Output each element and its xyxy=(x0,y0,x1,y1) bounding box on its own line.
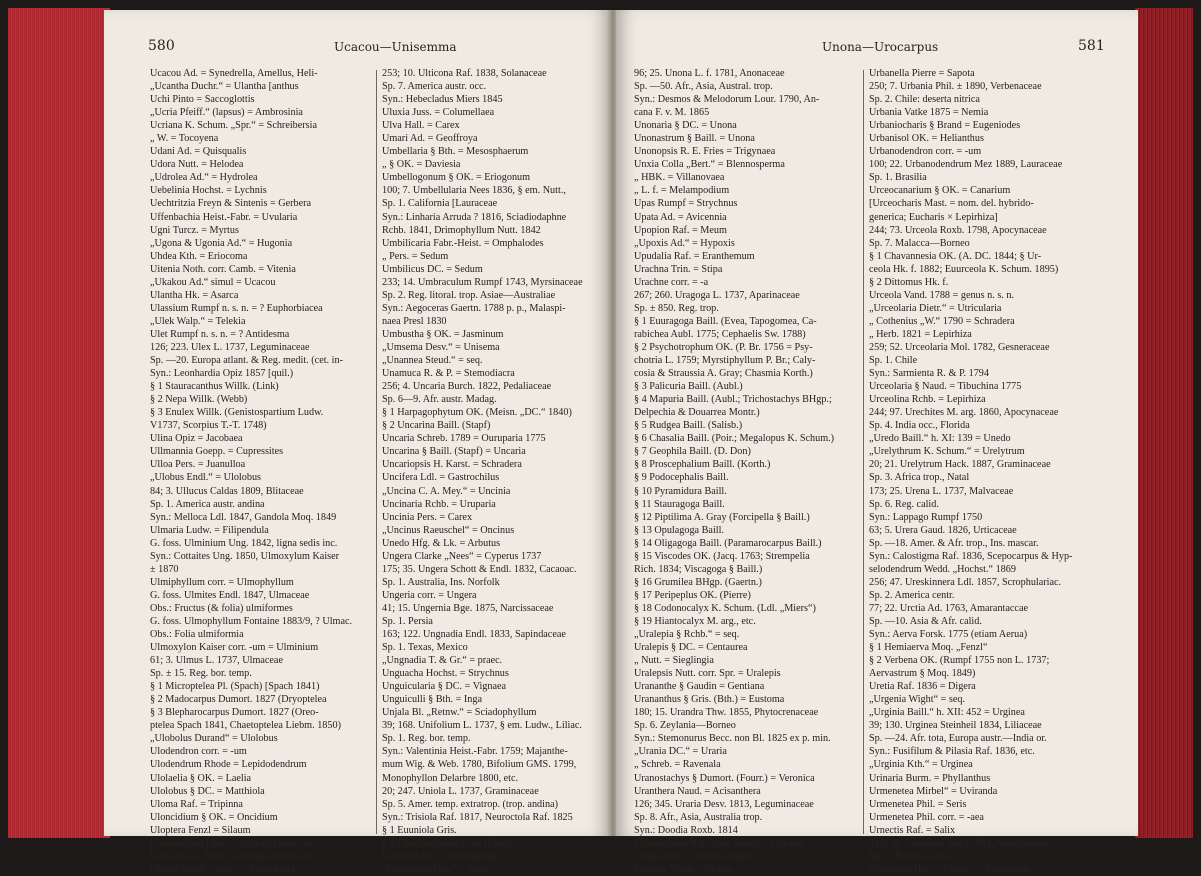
entry-line: Ungeria corr. = Ungera xyxy=(382,589,477,601)
entry-line: Syn.: Desmos & Melodorum Lour. 1790, An- xyxy=(634,94,820,106)
entry-line: Uechtritzia Freyn & Sintenis = Gerbera xyxy=(150,198,312,210)
entry-line: Sp. —24. Afr. tota, Europa austr.—India or. xyxy=(869,733,1047,745)
entry-line: Umbellaria § Bth. = Mesosphaerum xyxy=(382,146,529,158)
entry-line: „Ulobus Endl.“ = Ulolobus xyxy=(150,472,262,484)
entry-line: Syn.: Sarmienta R. & P. 1794 xyxy=(869,368,989,380)
entry-line: § 3 Palicuria Baill. (Aubl.) xyxy=(634,381,743,393)
entry-line: Urananthus § Gris. (Bth.) = Eustoma xyxy=(634,694,785,706)
entry-line: Ulolobus § DC. = Matthiola xyxy=(150,785,265,797)
entry-line: Unonaria § DC. = Unona xyxy=(634,120,737,132)
entry-line: Urocarpus Harv. „Drum.“ = Asterolasia xyxy=(869,863,1031,875)
entry-line: Sp. —10. Asia & Afr. calid. xyxy=(869,615,982,627)
entry-line: 244; 97. Urechites M. arg. 1860, Apocynaceae xyxy=(869,407,1059,419)
entry-line: Unamuca R. & P. = Stemodiacra xyxy=(382,368,515,380)
entry-line: Urachna Trin. = Stipa xyxy=(634,263,723,275)
entry-line: Sp. 1. Australia, Ins. Norfolk xyxy=(382,576,500,588)
entry-line: 63; 5. Urera Gaud. 1826, Urticaceae xyxy=(869,524,1017,536)
entry-line: Unisema Raf. = Ponlederaea xyxy=(382,850,499,862)
entry-line: Upata Ad. = Avicennia xyxy=(634,211,727,223)
entry-line: Unedo Hfg. & Lk. = Arbutus xyxy=(382,537,501,549)
entry-line: Sp. 1. Persia xyxy=(382,615,433,627)
entry-line: Uloncidium § OK. = Oncidium xyxy=(150,811,278,823)
entry-line: Ucacou Ad. = Synedrella, Amellus, Heli- xyxy=(150,68,318,79)
entry-line: 100; 22. Urbanodendrum Mez 1889, Lauraceae xyxy=(869,159,1063,171)
entry-line: Sp. ± 850. Reg. trop. xyxy=(634,302,719,314)
entry-line: Syn.: Cottaites Ung. 1850, Ulmoxylum Kaiser xyxy=(150,550,340,562)
entry-line: § 1 Harpagophytum OK. (Meisn. „DC.“ 1840) xyxy=(382,407,572,419)
entry-line: „Urginia Kth.“ = Urginea xyxy=(869,759,973,771)
entry-line: „Uredo Baill.“ h. XI: 139 = Unedo xyxy=(869,433,1011,445)
entry-line: „Unisemma Orb.“ = praec. xyxy=(382,863,492,875)
entry-line: selodendrum Wedd. „Hochst.“ 1869 xyxy=(869,563,1016,575)
entry-line: Unonastrum § Baill. = Unona xyxy=(634,133,755,145)
entry-line: cana F. v. M. 1865 xyxy=(634,107,710,119)
entry-line: § 18 Codonocalyx K. Schum. (Ldl. „Miers“) xyxy=(634,602,816,614)
entry-line: „ Cothenius „W.“ 1790 = Schradera xyxy=(869,315,1015,327)
entry-line: G. foss. Ulmites Endl. 1847, Ulmaceae xyxy=(150,589,310,601)
entry-line: § 5 Rudgea Baill. (Salisb.) xyxy=(634,420,743,432)
running-header: Ucacou—Unisemma xyxy=(334,40,457,54)
entry-line: Ulostoma G. Don = Gentiana [nicula etc. xyxy=(150,850,318,862)
entry-line: 180; 15. Urandra Thw. 1855, Phytocrenaceae xyxy=(634,707,819,719)
entry-line: Syn.: Linharia Arruda ? 1816, Sciadiodaphne xyxy=(382,211,567,223)
entry-line: Sp. 6—9. Afr. austr. Madag. xyxy=(382,394,497,406)
entry-line: 84; 3. Ullucus Caldas 1809, Blitaceae xyxy=(150,485,304,497)
entry-line: Uranostachys § Dumort. (Fourr.) = Veronica xyxy=(634,772,815,784)
entry-line: G. foss. Ulmophyllum Fontaine 1883/9, ? Ulmac. xyxy=(150,615,353,627)
entry-line: § 1 Micropteleа Pl. (Spach) [Spach 1841) xyxy=(150,681,320,693)
entry-line: § 16 Grumilea BHgp. (Gaertn.) xyxy=(634,576,762,588)
entry-line: Uluxia Juss. = Columellaea xyxy=(382,107,495,119)
entry-line: § 4 Mapuria Baill. (Aubl.; Trichostachys BHgp.; xyxy=(634,394,832,406)
entry-line: Sp. ± 15. Reg. bor. temp. xyxy=(150,668,252,680)
entry-line: Uralepsis Nutt. corr. Spr. = Uralepis xyxy=(634,668,781,680)
entry-line: Urceocanarium § OK. = Canarium xyxy=(869,185,1011,197)
entry-line: „Urceolaria Dietr.“ = Utricularia xyxy=(869,302,1002,314)
entry-line: Sp. 2. Chile: deserta nitrica xyxy=(869,94,980,106)
entry-line: Ulantha Hk. = Asarca xyxy=(150,289,239,301)
entry-line: Ulmaria Ludw. = Filipendula xyxy=(150,524,269,536)
left-page xyxy=(104,10,610,875)
entry-line: Uratea Aubl. = Ochna [mum xyxy=(634,850,751,862)
entry-line: „ Pers. = Sedum xyxy=(382,250,449,262)
entry-line: Unguacha Hochst. = Strychnus xyxy=(382,668,509,680)
entry-line: Sp. 2. America centr. xyxy=(869,589,955,601)
entry-line: Monophyllon Delarbre 1800, etc. xyxy=(382,772,519,784)
entry-line: Syn.: Stemonurus Becc. non Bl. 1825 ex p. min. xyxy=(634,733,831,745)
entry-line: „Urelythrum K. Schum.“ = Urelytrum xyxy=(869,446,1025,458)
entry-line: Ulloa Pers. = Juanulloa xyxy=(150,459,246,471)
entry-line: Uretia Raf. 1836 = Digera xyxy=(869,681,976,693)
entry-line: Rchb. 1841, Drimophyllum Nutt. 1842 xyxy=(382,224,541,236)
entry-line: Syn.: Valentinia Heist.-Fabr. 1759; Majanthe- xyxy=(382,746,568,758)
entry-line: generica; Eucharis × Lepirhiza] xyxy=(869,211,998,223)
entry-line: Uitenia Noth. corr. Camb. = Vitenia xyxy=(150,263,296,275)
entry-line: 100; 7. Umbellularia Nees 1836, § em. Nutt., xyxy=(382,185,566,197)
entry-line: V1737, Scorpius T.-T. 1748) xyxy=(150,420,267,432)
entry-line: „Udrolea Ad.“ = Hydrolea xyxy=(150,172,258,184)
entry-line: Upopion Raf. = Meum xyxy=(634,224,727,236)
entry-line: Sp. 7. America austr. occ. xyxy=(382,81,487,93)
entry-line: Urmenetea Mirbel“ = Uviranda xyxy=(869,785,998,797)
entry-line: § 2 Nepa Willk. (Webb) xyxy=(150,394,248,406)
entry-line: Unjala Bl. „Retnw.“ = Sciadophyllum xyxy=(382,707,537,719)
entry-line: Obs.: Folia ulmiformia xyxy=(150,629,244,641)
entry-line: 259; 52. Urceolaria Mol. 1782, Gesneraceae xyxy=(869,341,1050,353)
entry-line: „ Nutt. = Sieglingia xyxy=(634,655,714,667)
entry-line: 126; 223. Ulex L. 1737, Leguminaceae xyxy=(150,341,310,353)
entry-line: 20; 21. Urelytrum Hack. 1887, Graminaceae xyxy=(869,459,1051,471)
entry-line: § 2 Psychotrophum OK. (P. Br. 1756 = Psy- xyxy=(634,341,813,353)
entry-line: Uncinia Pers. = Carex xyxy=(382,511,473,523)
entry-line: § 2 Dittomus Hk. f. xyxy=(869,276,949,288)
entry-line: § 13 Opulagoga Baill. xyxy=(634,524,724,536)
entry-line: Umbustha § OK. = Jasminum xyxy=(382,328,504,340)
entry-line: Ulricia Steud. „Jacq.“ = Lepechinia xyxy=(150,863,295,875)
entry-line: Sp. 5. Amer. temp. extratrop. (trop. andina) xyxy=(382,798,558,810)
entry-line: Upudalia Raf. = Eranthemum xyxy=(634,250,755,262)
entry-line: Rich. 1834; Viscagoga § Baill.) xyxy=(634,563,763,575)
entry-line: Udora Nutt. = Helodea xyxy=(150,159,244,171)
entry-line: [Urceocharis Mast. = nom. del. hybrido- xyxy=(869,198,1034,210)
entry-line: „Upoxis Ad.“ = Hypoxis xyxy=(634,237,735,249)
entry-line: Ulet Rumpf n. s. n. = ? Antidesma xyxy=(150,328,290,340)
entry-line: „ § OK. = Daviesia xyxy=(382,159,461,171)
entry-line: Syn.: Fusifilum & Pilasia Raf. 1836, etc. xyxy=(869,746,1035,758)
entry-line: Sp. 1. Chile xyxy=(869,355,918,367)
entry-line: Urinaria Burm. = Phyllanthus xyxy=(869,772,991,784)
entry-line: § 15 Viscodes OK. (Jacq. 1763; Strempelia xyxy=(634,550,810,562)
entry-line: „ L. f. = Melampodium xyxy=(634,185,730,197)
entry-line: Urceolaria § Naud. = Tibuchina 1775 xyxy=(869,381,1022,393)
right-page-edges xyxy=(1135,8,1193,838)
entry-line: Syn.: Calostigma Raf. 1836, Scepocarpus & Hyp- xyxy=(869,550,1073,562)
entry-line: Sp. 8. Afr., Asia, Australia trop. xyxy=(634,811,763,823)
entry-line: § 19 Hiantocalyx M. arg., etc. xyxy=(634,615,756,627)
entry-line: Uncifera Ldl. = Gastrochilus xyxy=(382,472,500,484)
entry-line: § 8 Proscephalium Baill. (Korth.) xyxy=(634,459,771,471)
page-number: 581 xyxy=(1078,38,1105,54)
entry-line: § 1 Hemiaerva Moq. „Fenzl“ xyxy=(869,642,988,654)
entry-line: „ Schreb. = Ravenala xyxy=(634,759,721,771)
entry-line: Ulolaelia § OK. = Laelia xyxy=(150,772,252,784)
entry-line: Udani Ad. = Quisqualis xyxy=(150,146,247,158)
entry-line: Syn.: Aerva Forsk. 1775 (etiam Aerua) xyxy=(869,629,1028,641)
entry-line: Syn.: Trisiola Raf. 1817, Neuroctola Raf. 1825 xyxy=(382,811,573,823)
entry-line: Unxia Colla „Bert.“ = Blennosperma xyxy=(634,159,785,171)
entry-line: Sp. 1. America austr. andina xyxy=(150,498,265,510)
entry-line: Uranthera Naud. = Acisanthera xyxy=(634,785,761,797)
entry-line: Sp. 6. Zeylania—Borneo xyxy=(634,720,736,732)
entry-line: Uncarina § Baill. (Stapf) = Uncaria xyxy=(382,446,526,458)
entry-line: § 1 Stauracanthus Willk. (Link) xyxy=(150,381,279,393)
entry-line: Urbaniocharis § Brand = Eugeniodes xyxy=(869,120,1021,132)
page-number: 580 xyxy=(148,38,175,54)
entry-line: Ulodendrum Rhode = Lepidodendrum xyxy=(150,759,307,771)
entry-line: 175; 35. Ungera Schott & Endl. 1832, Cacaoac. xyxy=(382,563,577,575)
entry-line: Upas Rumpf = Strychnus xyxy=(634,198,738,210)
entry-line: Sp. —20. Europa atlant. & Reg. medit. (cet. in- xyxy=(150,355,343,367)
entry-line: 244; 73. Urceola Roxb. 1798, Apocynaceae xyxy=(869,224,1047,236)
entry-line: Sp. 1. Texas, Mexico xyxy=(382,642,468,654)
entry-line: 233; 14. Umbraculum Rumpf 1743, Myrsinaceae xyxy=(382,276,583,288)
entry-line: „Ucantha Duchr.“ = Ulantha [anthus xyxy=(150,81,299,93)
entry-line: Uhdea Kth. = Eriocoma xyxy=(150,250,248,262)
entry-line: § 3 Enulex Willk. (Genistospartium Ludw. xyxy=(150,407,324,419)
entry-line: 96; 25. Unona L. f. 1781, Anonaceae xyxy=(634,68,785,79)
entry-line: ± 1870 xyxy=(150,563,179,575)
entry-line: 39; 130. Urginea Steinheil 1834, Liliaceae xyxy=(869,720,1042,732)
entry-line: Urachne corr. = -a xyxy=(634,276,709,288)
entry-line: Umbilicaria Fabr.-Heist. = Omphalodes xyxy=(382,237,544,249)
right-page xyxy=(616,10,1138,875)
entry-line: Sp. —50. Afr., Asia, Austral. trop. xyxy=(634,81,773,93)
column-divider xyxy=(376,70,377,834)
entry-line: Uratella Tiegh. = Ochna xyxy=(634,863,733,875)
entry-line: „Uralepia § Rchb.“ = seq. xyxy=(634,629,740,641)
entry-line: Ulva Hall. = Carex xyxy=(382,120,460,132)
entry-line: „Ucria Pfeiff.“ (lapsus) = Ambrosinia xyxy=(150,107,303,119)
entry-line: Ugni Turcz. = Myrtus xyxy=(150,224,239,236)
entry-line: 173; 25. Urena L. 1737, Malvaceae xyxy=(869,485,1014,497)
entry-line: „Unannea Steud.“ = seq. xyxy=(382,355,483,367)
entry-line: Uncariopsis H. Karst. = Schradera xyxy=(382,459,522,471)
entry-line: Sp. —18. Amer. & Afr. trop., Ins. mascar. xyxy=(869,537,1039,549)
entry-line: 256; 4. Uncaria Burch. 1822, Pedaliaceae xyxy=(382,381,552,393)
left-page-edges xyxy=(8,8,110,838)
entry-line: „ W. = Tocoyena xyxy=(150,133,219,145)
entry-line: § 9 Podocephalis Baill. xyxy=(634,472,729,484)
entry-line: „Ugona & Ugonia Ad.“ = Hugonia xyxy=(150,237,293,249)
entry-line: Umbilicus DC. = Sedum xyxy=(382,263,483,275)
entry-line: „Urginia Baill.“ h. XII: 452 = Urginea xyxy=(869,707,1025,719)
entry-line: Sp. 6. Reg. calid. xyxy=(869,498,939,510)
entry-line: Obs.: Fructus (& folia) ulmiformes xyxy=(150,602,293,614)
entry-line: § 17 Peripeplus OK. (Pierre) xyxy=(634,589,751,601)
entry-line: 250; 7. Urbania Phil. ± 1890, Verbenaceae xyxy=(869,81,1042,93)
entry-line: „Urgenia Wight“ = seq. xyxy=(869,694,966,706)
entry-line: Sp. 7. Malacca—Borneo xyxy=(869,237,970,249)
entry-line: Uchi Pinto = Saccoglottis xyxy=(150,94,255,106)
entry-line: Ulospermum Link = Capnophyllum, Sa- xyxy=(150,837,316,849)
entry-line: Uebelinia Hochst. = Lychnis xyxy=(150,185,267,197)
right-column-1 xyxy=(634,67,859,876)
entry-line: Sp. 1. Reg. bor. temp. xyxy=(382,733,471,745)
entry-line: Umari Ad. = Geoffroya xyxy=(382,133,478,145)
entry-line: 163; 122. Ungnadia Endl. 1833, Sapindaceae xyxy=(382,629,566,641)
entry-line: Uloma Raf. = Tripinna xyxy=(150,798,243,810)
entry-line: § 7 Geophila Baill. (D. Don) xyxy=(634,446,751,458)
entry-line: 126; 345. Uraria Desv. 1813, Leguminaceae xyxy=(634,798,814,810)
entry-line: 77; 22. Urctia Ad. 1763, Amarantaccae xyxy=(869,602,1028,614)
entry-line: Syn.: Doodia Roxb. 1814 xyxy=(634,824,738,836)
entry-line: 256; 47. Ureskinnera Ldl. 1857, Scrophulariac. xyxy=(869,576,1062,588)
entry-line: „Uncina C. A. Mey.“ = Uncinia xyxy=(382,485,511,497)
entry-line: Urbanodendron corr. = -um xyxy=(869,146,982,158)
running-header: Unona—Urocarpus xyxy=(822,40,939,54)
entry-line: 253; 10. Ulticona Raf. 1838, Solanaceae xyxy=(382,68,547,79)
entry-line: § 14 Oligagoga Baill. (Paramarocarpus Baill.) xyxy=(634,537,822,549)
entry-line: Syn.: Melloca Ldl. 1847, Gandola Moq. 1849 xyxy=(150,511,337,523)
left-column-2 xyxy=(382,67,602,876)
entry-line: 267; 260. Uragoga L. 1737, Aparinaceae xyxy=(634,289,800,301)
entry-line: § 1 Chavannesia OK. (A. DC. 1844; § Ur- xyxy=(869,250,1042,262)
entry-line: Ulmiphyllum corr. = Ulmophyllum xyxy=(150,576,294,588)
entry-line: § 2 Verbena OK. (Rumpf 1755 non L. 1737; xyxy=(869,655,1050,667)
entry-line: Umbellogonum § OK. = Eriogonum xyxy=(382,172,531,184)
entry-line: Sp. 3. Africa trop., Natal xyxy=(869,472,970,484)
entry-line: § 3 Blepharocarpus Dumort. 1827 (Oreo- xyxy=(150,707,319,719)
right-column-2 xyxy=(869,67,1094,876)
entry-line: Syn.: Hebecladus Miers 1845 xyxy=(382,94,503,106)
entry-line: Urananthe § Gaudin = Gentiana xyxy=(634,681,765,693)
entry-line: 61; 3. Ulmus L. 1737, Ulmaceae xyxy=(150,655,283,667)
entry-line: Unguicularia § DC. = Vignaea xyxy=(382,681,507,693)
entry-line: cosia & Straussia A. Gray; Chasmia Korth.) xyxy=(634,368,813,380)
entry-line: Uloptera Fenzl = Silaum xyxy=(150,824,251,836)
entry-line: „ Herb. 1821 = Lepirhiza xyxy=(869,328,972,340)
entry-line: mum Wig. & Web. 1780, Bifolium GMS. 1799, xyxy=(382,759,577,771)
entry-line: Urnectis Raf. = Salix xyxy=(869,824,956,836)
entry-line: Ucriana K. Schum. „Spr.“ = Schreibersia xyxy=(150,120,317,132)
entry-line: Unguiculli § Bth. = Inga xyxy=(382,694,482,706)
entry-line: Urbanisol OK. = Helianthus xyxy=(869,133,984,145)
entry-line: Sp. 2. Reg. litoral. trop. Asiae—Australiae xyxy=(382,289,556,301)
entry-line: Ulina Opiz = Jacobaea xyxy=(150,433,243,445)
entry-line: Syn.: Leonhardia Opiz 1857 [quil.) xyxy=(150,368,294,380)
entry-line: Uncaria Schreb. 1789 = Ouruparia 1775 xyxy=(382,433,546,445)
entry-line: ptelea Spach 1841, Chaetoptelea Liebm. 1850) xyxy=(150,720,341,732)
entry-line: „Ukakou Ad.“ simul = Ucacou xyxy=(150,276,276,288)
entry-line: 41; 15. Ungernia Bge. 1875, Narcissaceae xyxy=(382,602,554,614)
entry-line: 39; 168. Unifolium L. 1737, § em. Ludw., Liliac. xyxy=(382,720,582,732)
entry-line: Delpechia & Douarrea Montr.) xyxy=(634,407,760,419)
entry-line: § 2 Madocarpus Dumort. 1827 (Dryoptelea xyxy=(150,694,327,706)
entry-line: ceola Hk. f. 1882; Euurceola K. Schum. 1895) xyxy=(869,263,1059,275)
entry-line: chotria L. 1759; Myrstiphyllum P. Br.; Caly- xyxy=(634,355,816,367)
entry-line: Urceolina Rchb. = Lepirhiza xyxy=(869,394,986,406)
entry-line: Sp. 5. Borneo, Java xyxy=(869,850,949,862)
entry-line: Uncinaria Rchb. = Uruparia xyxy=(382,498,496,510)
entry-line: § 12 Piptilima A. Gray (Forcipella § Baill.) xyxy=(634,511,810,523)
entry-line: § 1 Euuragoga Baill. (Evea, Tapogomea, Ca- xyxy=(634,315,817,327)
entry-line: Sp. 1. California [Lauraceae xyxy=(382,198,498,210)
entry-line: „Ulek Walp.“ = Telekia xyxy=(150,315,246,327)
entry-line: Unonopsis R. E. Fries = Trigynaea xyxy=(634,146,776,158)
entry-line: „Ulobolus Durand“ = Ulolobus xyxy=(150,733,278,745)
entry-line: rabichea Aubl. 1775; Cephaelis Sw. 1788) xyxy=(634,328,806,340)
entry-line: „Umsema Desv.“ = Unisema xyxy=(382,341,500,353)
entry-line: „Uncinus Raeuschel“ = Oncinus xyxy=(382,524,515,536)
entry-line: § 2 Chasmanthium Gris. (Link) xyxy=(382,837,511,849)
entry-line: § 2 Uncarina Baill. (Stapf) xyxy=(382,420,491,432)
entry-line: „ HBK. = Villanovaea xyxy=(634,172,725,184)
entry-line: Uraspermum Nutt. corr. Steud. = Urosper- xyxy=(634,837,807,849)
entry-line: Ulodendron corr. = -um xyxy=(150,746,247,758)
entry-line: Sp. 1. Brasilia xyxy=(869,172,927,184)
entry-line: Ungera Clarke „Nees“ = Cyperus 1737 xyxy=(382,550,542,562)
left-column-1 xyxy=(150,67,372,876)
entry-line: § 6 Chasalia Baill. (Poir.; Megalopus K. Schum.) xyxy=(634,433,835,445)
entry-line: § 10 Pyramidura Baill. xyxy=(634,485,727,497)
entry-line: Urbania Vatke 1875 = Nemia xyxy=(869,107,989,119)
entry-line: Urceola Vand. 1788 = genus n. s. n. xyxy=(869,289,1015,301)
entry-line: § 11 Stauragoga Baill. xyxy=(634,498,725,510)
entry-line: § 1 Euuniola Gris. xyxy=(382,824,457,836)
entry-line: Ulassium Rumpf n. s. n. = ? Euphorbiacea xyxy=(150,302,323,314)
entry-line: 20; 247. Uniola L. 1737, Graminaceae xyxy=(382,785,539,797)
entry-line: 244; 18. Urnularia Stapf 1901, Apocynaceae xyxy=(869,837,1051,849)
entry-line: Urbanella Pierre = Sapota xyxy=(869,68,975,79)
entry-line: Aervastrum § Moq. 1849) xyxy=(869,668,976,680)
entry-line: Urmenetea Phil. corr. = -aea xyxy=(869,811,984,823)
entry-line: „Urania DC.“ = Uraria xyxy=(634,746,727,758)
entry-line: Ulmoxylon Kaiser corr. -um = Ulminium xyxy=(150,642,319,654)
entry-line: Sp. 4. India occ., Florida xyxy=(869,420,970,432)
column-divider xyxy=(863,70,864,834)
entry-line: Uralepis § DC. = Centaurea xyxy=(634,642,748,654)
entry-line: Urmenetea Phil. = Seris xyxy=(869,798,967,810)
entry-line: Ullmannia Goepp. = Cupressites xyxy=(150,446,284,458)
entry-line: G. foss. Ulminium Ung. 1842, ligna sedis inc. xyxy=(150,537,338,549)
entry-line: Uffenbachia Heist.-Fabr. = Uvularia xyxy=(150,211,298,223)
entry-line: Syn.: Lappago Rumpf 1750 xyxy=(869,511,983,523)
entry-line: naea Presl 1830 xyxy=(382,315,447,327)
entry-line: Syn.: Aegoceras Gaertn. 1788 p. p., Malaspi- xyxy=(382,302,566,314)
entry-line: „Ungnadia T. & Gr.“ = praec. xyxy=(382,655,503,667)
